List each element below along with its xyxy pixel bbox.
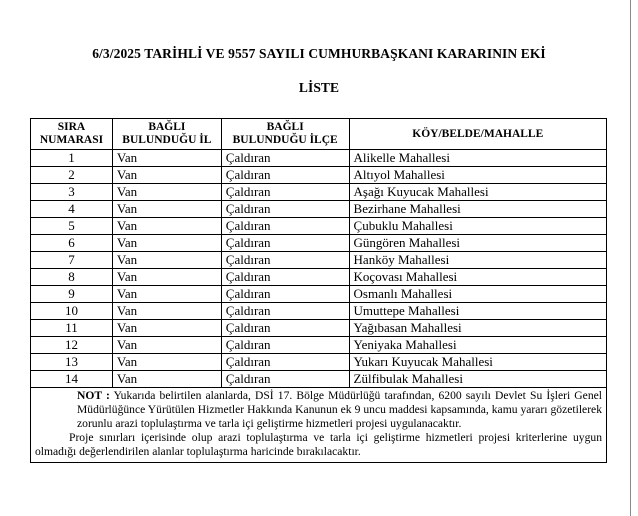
- cell-mahalle: Alikelle Mahallesi: [349, 150, 606, 167]
- cell-il: Van: [112, 218, 221, 235]
- cell-ilce: Çaldıran: [221, 167, 349, 184]
- table-row: [31, 150, 607, 167]
- cell-ilce: Çaldıran: [221, 303, 349, 320]
- cell-no: 7: [31, 252, 113, 269]
- cell-ilce: Çaldıran: [221, 354, 349, 371]
- table-row: [31, 286, 607, 303]
- cell-no: 4: [31, 201, 113, 218]
- cell-mahalle: Güngören Mahallesi: [349, 235, 606, 252]
- header-bagli-ilce: BAĞLI BULUNDUĞU İLÇE: [221, 119, 349, 150]
- cell-il: Van: [112, 269, 221, 286]
- cell-il: Van: [112, 201, 221, 218]
- cell-mahalle: Zülfibulak Mahallesi: [349, 371, 606, 388]
- cell-no: 9: [31, 286, 113, 303]
- cell-ilce: Çaldıran: [221, 184, 349, 201]
- table-row: [31, 354, 607, 371]
- cell-mahalle: Bezirhane Mahallesi: [349, 201, 606, 218]
- cell-no: 5: [31, 218, 113, 235]
- table-row: [31, 235, 607, 252]
- table-header-row: [31, 119, 607, 150]
- cell-no: 10: [31, 303, 113, 320]
- cell-il: Van: [112, 184, 221, 201]
- cell-mahalle: Çubuklu Mahallesi: [349, 218, 606, 235]
- cell-no: 2: [31, 167, 113, 184]
- cell-il: Van: [112, 303, 221, 320]
- table-row: [31, 371, 607, 388]
- cell-ilce: Çaldıran: [221, 286, 349, 303]
- table-row: [31, 167, 607, 184]
- cell-il: Van: [112, 167, 221, 184]
- cell-ilce: Çaldıran: [221, 150, 349, 167]
- cell-il: Van: [112, 252, 221, 269]
- cell-mahalle: Yeniyaka Mahallesi: [349, 337, 606, 354]
- page-edge-line: [630, 0, 631, 516]
- header-bagli-il: BAĞLI BULUNDUĞU İL: [112, 119, 221, 150]
- cell-no: 11: [31, 320, 113, 337]
- cell-il: Van: [112, 354, 221, 371]
- header-sira-numarasi: SIRA NUMARASI: [31, 119, 113, 150]
- cell-ilce: Çaldıran: [221, 371, 349, 388]
- cell-ilce: Çaldıran: [221, 235, 349, 252]
- table-row: [31, 184, 607, 201]
- cell-no: 3: [31, 184, 113, 201]
- cell-ilce: Çaldıran: [221, 252, 349, 269]
- cell-il: Van: [112, 371, 221, 388]
- table-row: [31, 252, 607, 269]
- table-row: [31, 320, 607, 337]
- table-row: [31, 201, 607, 218]
- cell-mahalle: Hanköy Mahallesi: [349, 252, 606, 269]
- cell-mahalle: Yukarı Kuyucak Mahallesi: [349, 354, 606, 371]
- cell-mahalle: Osmanlı Mahallesi: [349, 286, 606, 303]
- cell-mahalle: Koçovası Mahallesi: [349, 269, 606, 286]
- cell-ilce: Çaldıran: [221, 269, 349, 286]
- cell-no: 12: [31, 337, 113, 354]
- cell-mahalle: Umuttepe Mahallesi: [349, 303, 606, 320]
- table-row: [31, 269, 607, 286]
- cell-il: Van: [112, 337, 221, 354]
- cell-no: 8: [31, 269, 113, 286]
- cell-il: Van: [112, 235, 221, 252]
- note-paragraph-1: NOT : Yukarıda belirtilen alanlarda, DSİ 17. Bölge Müdürlüğü tarafından, 6200 sayılı Devlet Su İşleri Genel Müdürlüğünce Yürütülen Hizmetler Hakkında Kanunun ek 9 uncu maddesi kapsamında, kamu yararı gözetilerek zorunlu arazi toplulaştırma ve tarla içi geliştirme hizmetleri projesi uygulanacaktır.: [77, 389, 602, 430]
- cell-mahalle: Aşağı Kuyucak Mahallesi: [349, 184, 606, 201]
- note-label: NOT :: [77, 389, 110, 402]
- cell-no: 14: [31, 371, 113, 388]
- cell-il: Van: [112, 286, 221, 303]
- settlement-table: [30, 118, 607, 463]
- header-koy-belde-mahalle: KÖY/BELDE/MAHALLE: [349, 119, 606, 150]
- cell-ilce: Çaldıran: [221, 201, 349, 218]
- note-paragraph-2: Proje sınırları içerisinde olup arazi toplulaştırma ve tarla içi geliştirme hizmetleri projesi kriterlerine uygun olmadığı değerlendirilen alanlar toplulaştırma haricinde bırakılacaktır.: [35, 431, 602, 458]
- table-row: [31, 303, 607, 320]
- cell-mahalle: Altıyol Mahallesi: [349, 167, 606, 184]
- cell-ilce: Çaldıran: [221, 218, 349, 235]
- cell-no: 13: [31, 354, 113, 371]
- table-row: [31, 337, 607, 354]
- cell-il: Van: [112, 150, 221, 167]
- note-row: [31, 388, 607, 463]
- note-cell: [31, 388, 607, 463]
- cell-il: Van: [112, 320, 221, 337]
- table-row: [31, 218, 607, 235]
- document-title: 6/3/2025 TARİHLİ VE 9557 SAYILI CUMHURBAŞKANI KARARININ EKİ: [92, 46, 546, 61]
- cell-ilce: Çaldıran: [221, 320, 349, 337]
- document-subtitle: LİSTE: [298, 80, 340, 95]
- cell-no: 1: [31, 150, 113, 167]
- cell-ilce: Çaldıran: [221, 337, 349, 354]
- cell-no: 6: [31, 235, 113, 252]
- cell-mahalle: Yağıbasan Mahallesi: [349, 320, 606, 337]
